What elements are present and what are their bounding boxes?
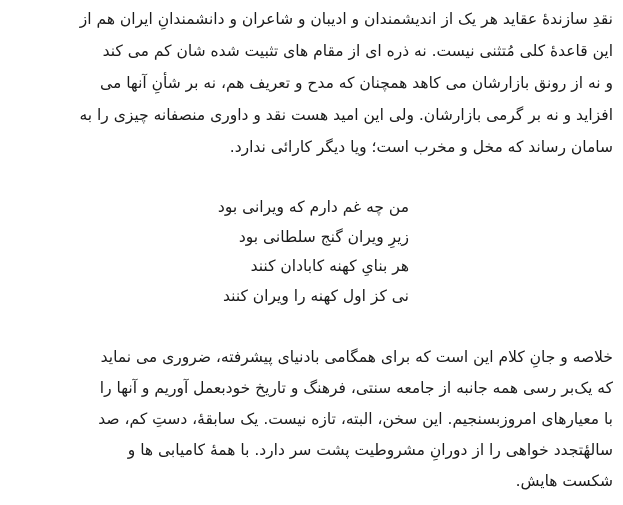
text-line: سامان رساند که مخل و مخرب است؛ ویا دیگر کارائی ندارد. [229, 138, 613, 156]
text-line: نقدِ سازندهٔ عقاید هر یک از اندیشمندان و ادیبان و شاعران و دانشمندانِ ایران هم از [79, 10, 613, 28]
poem-line: من چه غم دارم که ویرانی بود [217, 198, 409, 216]
text-line: که یک‌بر رسی همه جانبه از جامعه سنتی، فرهنگ و تاریخ خودبعمل آوریم و آنها را [99, 379, 613, 397]
text-line: شکست هایش. [515, 472, 613, 490]
text-line: با معیارهای امروزبسنجیم. این سخن، البته، تازه نیست. یک سابقهٔ، دستِ کم، صد [98, 410, 613, 428]
text-line: افزاید و نه بر گرمی بازارشان. ولی این امید هست نقد و داوری منصفانه چیزی را به [79, 106, 613, 124]
text-line: این قاعدهٔ کلی مُتثنی نیست. نه ذره ای از مقام های تثبیت شده شان کم می کند [102, 42, 613, 60]
poem-line: زیرِ ویران گنج سلطانی بود [238, 228, 409, 246]
text-line: خلاصه و جانِ کلام این است که برای همگامی بادنیای پیشرفته، ضروری می نماید [100, 348, 613, 366]
poem-line: هر بنایِ کهنه کابادان کنند [250, 257, 409, 275]
text-line: و نه از رونق بازارشان می کاهد همچنان که مدح و تعریف هم، نه بر شأنِ آنها می [100, 74, 613, 92]
poem-line: نی کز اول کهنه را ویران کنند [223, 287, 409, 305]
text-line: سالهٔتجدد خواهی را از دورانِ مشروطیت پشت سر دارد. با همهٔ کامیابی ها و [127, 441, 613, 459]
